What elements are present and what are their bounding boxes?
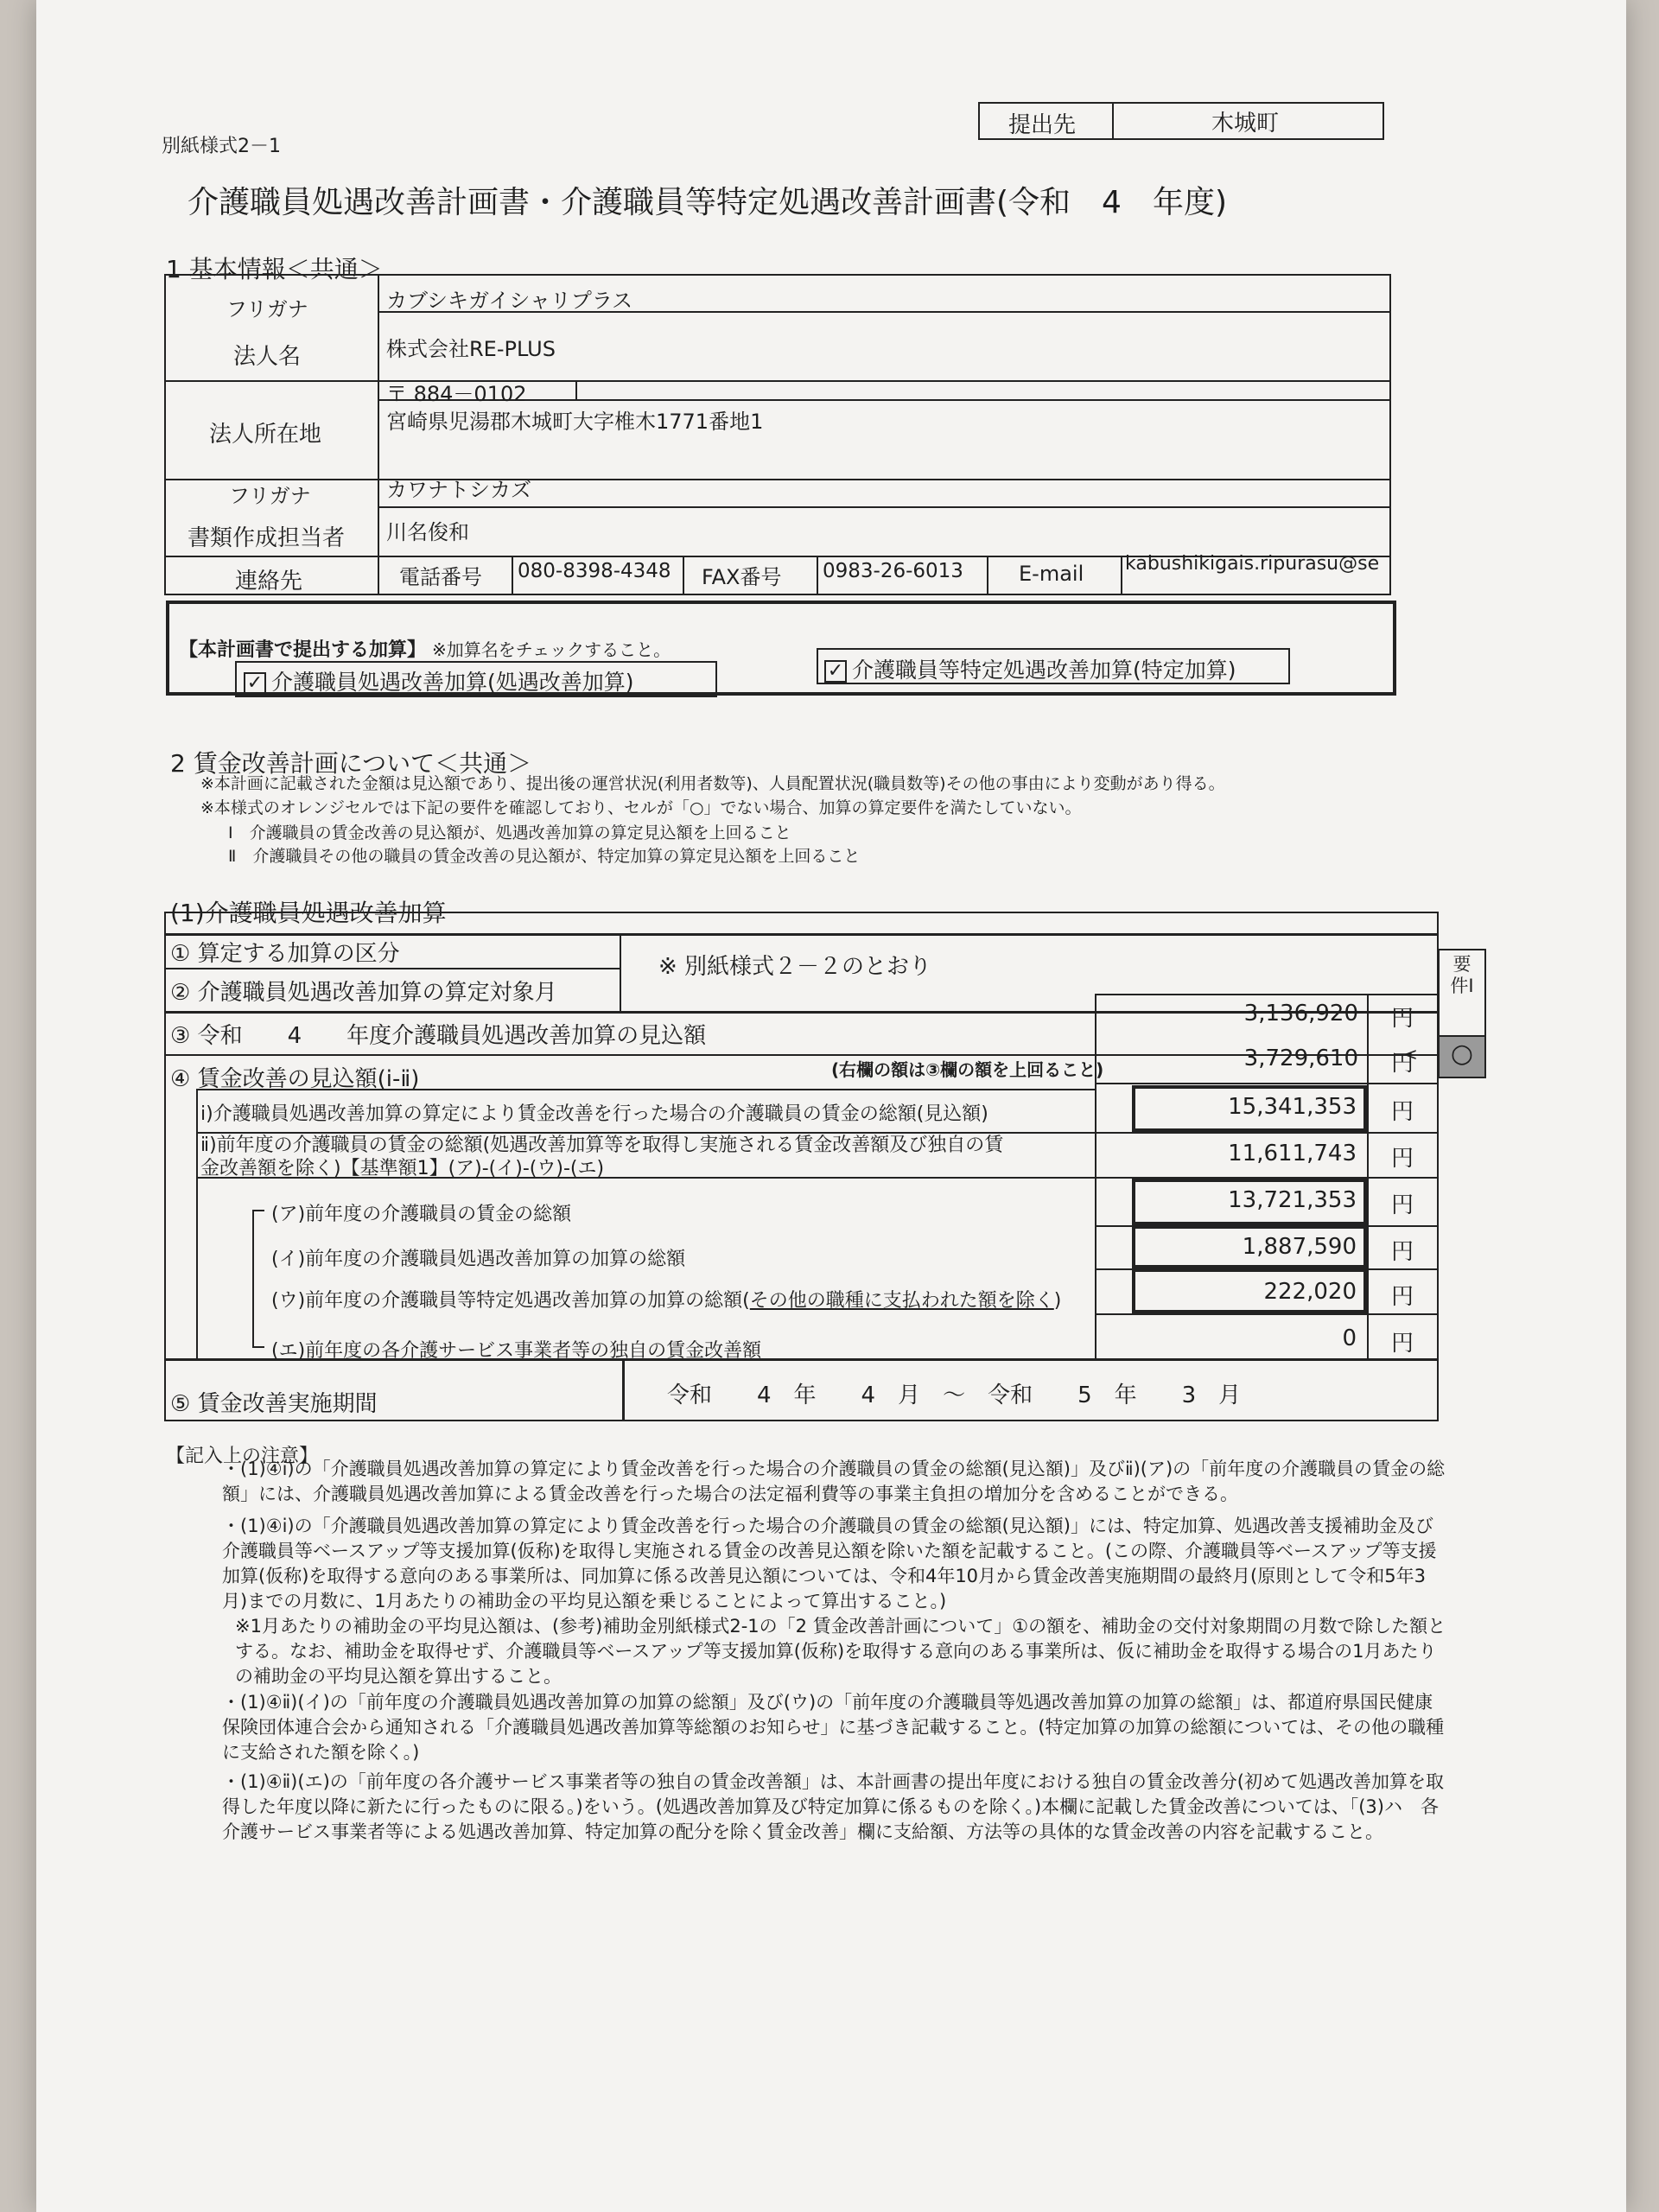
requirement-status: ○	[1450, 1039, 1474, 1069]
ii-label-b: 金改善額を除く)【基準額1】(ア)-(イ)-(ウ)-(エ)	[200, 1158, 605, 1179]
row12-value: ※ 別紙様式２－２のとおり	[658, 954, 932, 980]
addons-note: ※加算名をチェックすること。	[432, 639, 671, 660]
row1-label: ① 算定する加算の区分	[170, 941, 400, 967]
subsection1-heading: (1)介護職員処遇改善加算	[170, 899, 447, 927]
address-label: 法人所在地	[209, 422, 322, 448]
i-value: 15,341,353	[1228, 1094, 1357, 1120]
addons-heading-label: 【本計画書で提出する加算】	[179, 639, 427, 661]
document-page	[36, 0, 1626, 2212]
c-label-b: その他の職種に支払われた額を除く	[749, 1290, 1054, 1312]
c-yen: 円	[1391, 1284, 1414, 1310]
notes-heading: 【記入上の注意】	[166, 1446, 319, 1467]
row5-value: 令和 4 年 4 月 ～ 令和 5 年 3 月	[667, 1382, 1242, 1408]
note-item-2: ・(1)④ⅰ)の「介護職員処遇改善加算の算定により賃金改善を行った場合の介護職員の賃金の総額(見込額)」には、特定加算、処遇改善支援補助金及び介護職員等ベースアップ等支援加算(仮称)を取得し実施される賃金の改善見込額を除いた額を記載すること。(この際、介護職員等ベースアップ等支援加算(仮称)を取得する意向のある事業所は、同加算に係る改善見込額については、令和4年10月から賃金改善実施期間の最終月(原則として令和5年3月)までの月数に、1月あたりの補助金の平均見込額を乗じることによって算出すること。)	[222, 1516, 1437, 1611]
section1-heading: 1 基本情報＜共通＞	[166, 255, 383, 283]
row3-yen: 円	[1391, 1006, 1414, 1032]
section2-note-2: ※本様式のオレンジセルでは下記の要件を確認しており、セルが「○」でない場合、加算の算定要件を満たしていない。	[200, 798, 1082, 817]
requirement-label: 要件Ⅰ	[1450, 954, 1474, 996]
row4-label: ④ 賃金改善の見込額(ⅰ-ⅱ)	[170, 1066, 420, 1092]
option2-label: 介護職員等特定処遇改善加算(特定加算)	[852, 658, 1236, 683]
a-yen: 円	[1391, 1192, 1414, 1218]
row4-note: (右欄の額は③欄の額を上回ること)	[831, 1059, 1104, 1080]
basic-info-table	[164, 274, 1391, 595]
i-label: ⅰ)介護職員処遇改善加算の算定により賃金改善を行った場合の介護職員の賃金の総額(見込額)	[200, 1103, 988, 1125]
option2[interactable]	[824, 653, 1236, 684]
d-value: 0	[1342, 1325, 1357, 1351]
phone-label: 電話番号	[399, 565, 482, 589]
submission-value: 木城町	[1211, 111, 1280, 137]
i-yen: 円	[1391, 1099, 1414, 1125]
row4-yen: 円	[1391, 1051, 1414, 1077]
c-label	[271, 1286, 1061, 1313]
phone-value: 080-8398-4348	[518, 560, 671, 582]
section2-heading: 2 賃金改善計画について＜共通＞	[170, 749, 532, 778]
row4-value: 3,729,610	[1243, 1046, 1358, 1071]
furigana-value: カブシキガイシャリプラス	[386, 289, 633, 313]
email-label: E-mail	[1019, 562, 1084, 586]
fax-label: FAX番号	[702, 565, 782, 589]
email-value: kabushikigais.ripurasu@se	[1125, 553, 1380, 575]
addons-heading	[179, 635, 671, 662]
furigana2-label: フリガナ	[229, 484, 311, 508]
contact-label: 連絡先	[235, 569, 303, 594]
note-item-4: ・(1)④ⅱ)(イ)の「前年度の介護職員処遇改善加算の加算の総額」及び(ウ)の「前年度の介護職員等処遇改善加算の加算の総額」は、都道府県国民健康保険団体連合会から通知される「介護職員処遇改善加算等総額のお知らせ」に基づき記載すること。(特定加算の加算の総額については、その他の職種に支給された額を除く。)	[222, 1692, 1445, 1763]
b-value: 1,887,590	[1242, 1234, 1357, 1260]
section2-note-1: ※本計画に記載された金額は見込額であり、提出後の運営状況(利用者数等)、人員配置状況(職員数等)その他の事由により変動があり得る。	[200, 774, 1225, 793]
row3-label: ③ 令和 4 年度介護職員処遇改善加算の見込額	[170, 1023, 707, 1049]
option1[interactable]	[244, 665, 634, 696]
option1-label: 介護職員処遇改善加算(処遇改善加算)	[271, 670, 634, 695]
furigana2-value: カワナトシカズ	[386, 478, 531, 502]
author-label: 書類作成担当者	[188, 525, 346, 551]
d-yen: 円	[1391, 1331, 1414, 1357]
ii-yen: 円	[1391, 1146, 1414, 1172]
c-label-a: (ウ)前年度の介護職員等特定処遇改善加算の加算の総額(	[271, 1290, 750, 1312]
ii-value: 11,611,743	[1228, 1141, 1357, 1166]
section2-note-3: Ⅰ 介護職員の賃金改善の見込額が、処遇改善加算の算定見込額を上回ること	[228, 823, 791, 842]
a-value: 13,721,353	[1228, 1187, 1357, 1213]
row2-label: ② 介護職員処遇改善加算の算定対象月	[170, 980, 557, 1006]
author-value: 川名俊和	[386, 520, 469, 544]
form-id: 別紙様式2－1	[162, 136, 281, 157]
row3-value: 3,136,920	[1243, 1001, 1358, 1027]
note-item-3: ※1月あたりの補助金の平均見込額は、(参考)補助金別紙様式2-1の「2 賃金改善計画について」①の額を、補助金の交付対象期間の月数で除した額とする。なお、補助金を取得せず、介護職員等ベースアップ等支援加算(仮称)を取得する意向のある事業所は、仮に補助金を取得する場合の1月あたりの補助金の平均見込額を算出すること。	[235, 1616, 1446, 1687]
corp-name-value: 株式会社RE-PLUS	[386, 337, 556, 361]
section2-note-4: Ⅱ 介護職員その他の職員の賃金改善の見込額が、特定加算の算定見込額を上回ること	[228, 847, 861, 866]
c-label-c: )	[1053, 1290, 1062, 1312]
note-item-1: ・(1)④ⅰ)の「介護職員処遇改善加算の算定により賃金改善を行った場合の介護職員の賃金の総額(見込額)」及びⅱ)(ア)の「前年度の介護職員の賃金の総額」には、介護職員処遇改善加算による賃金改善を行った場合の法定福利費等の事業主負担の増加分を含めることができる。	[222, 1459, 1446, 1504]
a-label: (ア)前年度の介護職員の賃金の総額	[271, 1204, 572, 1225]
b-yen: 円	[1391, 1239, 1414, 1265]
b-label: (イ)前年度の介護職員処遇改善加算の加算の総額	[271, 1249, 686, 1270]
furigana-label: フリガナ	[226, 297, 308, 321]
ii-label-a: ⅱ)前年度の介護職員の賃金の総額(処遇改善加算等を取得し実施される賃金改善額及び独自の賃	[200, 1135, 1004, 1156]
row5-label: ⑤ 賃金改善実施期間	[170, 1391, 378, 1417]
requirement-arrow: <—	[1403, 1044, 1435, 1065]
fax-value: 0983-26-6013	[823, 560, 963, 582]
postal-code: 〒 884－0102	[386, 382, 527, 406]
address-value: 宮崎県児湯郡木城町大字椎木1771番地1	[386, 410, 764, 434]
note-item-5: ・(1)④ⅱ)(エ)の「前年度の各介護サービス事業者等の独自の賃金改善額」は、本計画書の提出年度における独自の賃金改善分(初めて処遇改善加算を取得した年度以降に新たに行ったものに限る。)をいう。(処遇改善加算及び特定加算に係るものを除く。)本欄に記載した賃金改善については、「(3)ハ 各介護サービス事業者等による処遇改善加算、特定加算の配分を除く賃金改善」欄に支給額、方法等の具体的な賃金改善の内容を記載すること。	[222, 1771, 1444, 1842]
submission-label: 提出先	[1008, 112, 1077, 138]
option2-checkbox[interactable]: ✓	[824, 660, 847, 683]
option1-checkbox[interactable]: ✓	[244, 672, 266, 695]
page-title: 介護職員処遇改善計画書・介護職員等特定処遇改善計画書(令和 4 年度)	[188, 185, 1227, 220]
c-value: 222,020	[1263, 1279, 1357, 1305]
d-label: (エ)前年度の各介護サービス事業者等の独自の賃金改善額	[271, 1340, 762, 1362]
corp-name-label: 法人名	[233, 344, 302, 370]
